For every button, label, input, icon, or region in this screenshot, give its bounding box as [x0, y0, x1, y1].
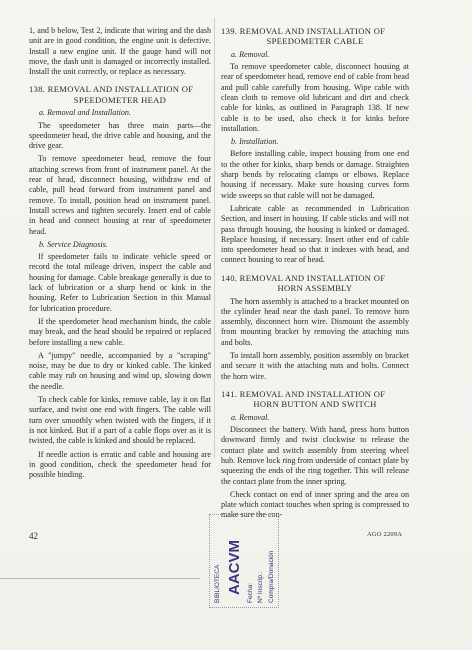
library-stamp	[209, 514, 279, 608]
section-139-sub-b: b. Installation.	[231, 137, 279, 147]
section-140-heading: 140. REMOVAL AND INSTALLATION OF HORN ASSEMBLY	[221, 272, 386, 294]
stamp-fecha: Fecha:	[247, 583, 254, 603]
paragraph: To remove speedometer head, remove the four attaching screws from front of instrument panel. At the rear of head, disconnect housing, withdraw end of cable, pull head forward from instrument panel and remove. To install, position head on instrument panel. Install screws and tighten securely. Insert end of cable in head and connect housing at rear of speedometer head.	[29, 154, 211, 236]
section-138-heading: 138. REMOVAL AND INSTALLATION OF SPEEDOMETER HEAD	[29, 84, 194, 105]
section-141-sub-a: a. Removal.	[231, 412, 270, 422]
section-139-sub-a: a. Removal.	[231, 49, 270, 59]
paragraph: If speedometer fails to indicate vehicle speed or record the total mileage driven, inspect the cable and housing for damage. Cable breakage generally is due to lack of lubrication or a sharp bend or kink in the housing. Refer to Lubrication Section in this Manual for lubrication procedure.	[29, 252, 211, 313]
stamp-library-label: BIBLIOTECA	[214, 564, 221, 603]
paragraph: Lubricate cable as recommended in Lubrication Section, and insert in housing. If cable sticks and will not pass through housing, the housing is kinked or damaged. Replace housing, if necessary. Insert other end of cable into speedometer head so that it indexes with head, and connect housing to rear of head.	[221, 203, 409, 265]
paragraph: If needle action is erratic and cable and housing are in good condition, check the speedometer head for possible binding.	[29, 449, 211, 480]
paragraph: The speedometer has three main parts—the speedometer head, the drive cable and housing, and the drive gear.	[29, 120, 211, 151]
ago-code: AGO 2209A	[367, 531, 403, 538]
stamp-inscrip: Nº Inscrip.:	[257, 571, 264, 603]
paragraph: The horn assembly is attached to a bracket mounted on the cylinder head near the dash panel. To remove horn assembly, disconnect horn wire. Dismount the assembly from mounting bracket by removing the attaching nuts and bolts.	[221, 296, 409, 347]
paragraph: To check cable for kinks, remove cable, lay it on flat surface, and twist one end with fingers. The cable will turn over smoothly when twisted with the fingers, if it is not kinked. But if a part of a cable flops over as it is twisted, the cable is kinked and should be replaced.	[29, 395, 211, 446]
right-column	[221, 26, 409, 524]
paragraph: Before installing cable, inspect housing from one end to the other for kinks, sharp bends or damage. Straighten sharp bends by relocating clamps or elbows. Replace housing if necessary. Make sure housing curves form wide sweeps so that cable will not be damaged.	[221, 149, 409, 200]
paragraph: Disconnect the battery. With hand, press horn button downward firmly and twist clockwise to release the contact plate and switch assembly from steering wheel hub. Remove lock ring from underside of contact plate by squeezing the ends of the ring together. This will release the contact plate from the inner spring.	[221, 425, 409, 486]
scan-edge-line	[0, 578, 200, 579]
section-139-heading: 139. REMOVAL AND INSTALLATION OF SPEEDOMETER CABLE	[221, 26, 386, 47]
paragraph: If the speedometer head mechanism binds, the cable may break, and the head should be repaired or replaced before installing a new cable.	[29, 316, 211, 347]
stamp-compra: Compra/Donación	[268, 550, 275, 603]
paragraph: To install horn assembly, position assembly on bracket and secure it with the attaching nuts and bolts. Connect the horn wire.	[221, 351, 409, 381]
page-number: 42	[29, 531, 38, 541]
paragraph: To remove speedometer cable, disconnect housing at rear of speedometer head, remove end of cable from head and pull cable carefully from housing. Wipe cable with clean cloth to remove old lubricant and dirt and check cable for kinks, as outlined in Paragraph 138. If new cable is to be used, also check it for kinks before installation.	[221, 62, 409, 133]
section-141-heading: 141. REMOVAL AND INSTALLATION OF HORN BUTTON AND SWITCH	[221, 388, 386, 410]
stamp-org: AACVM	[226, 540, 243, 595]
section-138-sub-b: b. Service Diagnosis.	[39, 239, 108, 249]
paragraph: A "jumpy" needle, accompanied by a "scraping" noise, may be due to dry or kinked cable. The kinked cable may rub on housing and wind up, slowing down the needle.	[29, 350, 211, 391]
intro-paragraph: 1, and b below, Test 2, indicate that wiring and the dash unit are in good condition, the engine unit is defective. Install a new engine unit. If the gauge hand will not move, the dash unit is damaged or incorrectly installed. Install the unit correctly, or replace as necessary.	[29, 26, 211, 77]
column-divider	[214, 18, 215, 458]
left-column	[29, 26, 211, 483]
section-138-sub-a: a. Removal and Installation.	[39, 108, 131, 118]
paragraph: Check contact on end of inner spring and the area on plate which contact touches when spring is compressed to make sure the con-	[221, 489, 409, 520]
